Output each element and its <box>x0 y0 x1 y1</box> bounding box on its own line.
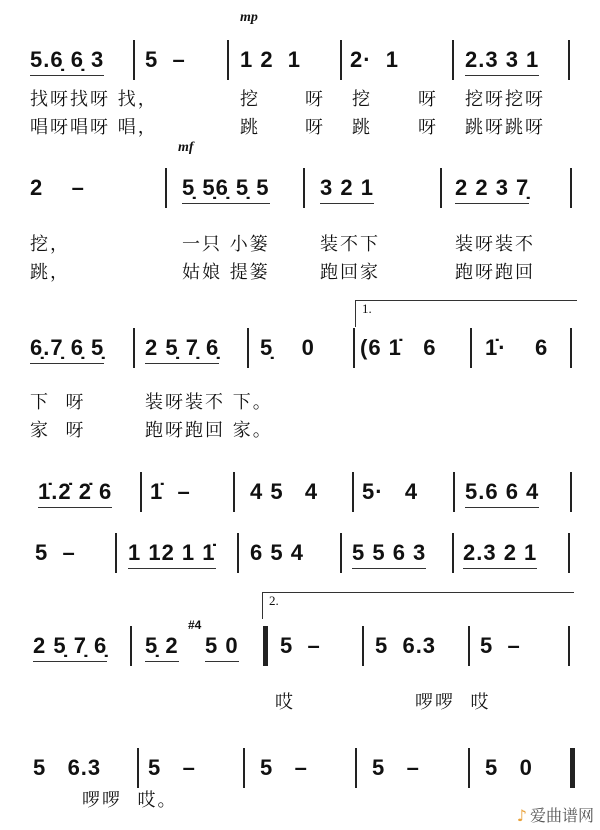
measure-notes: 5 6.3 <box>33 755 102 780</box>
lyric-text: 唱呀唱呀 唱， <box>30 117 158 138</box>
measure-notes: 1̇ – <box>150 479 191 504</box>
music-note-icon: ♪ <box>516 806 527 825</box>
measure-notes: 5 0 <box>205 634 239 662</box>
measure-notes: 2.3 3 1 <box>465 48 539 76</box>
barline <box>340 533 342 573</box>
measure-notes: 5 6.3 <box>375 633 437 658</box>
measure-notes: 5 – <box>372 755 420 780</box>
measure-notes: 2 2 3 7̣ <box>455 176 529 204</box>
barline <box>115 533 117 573</box>
lyric-text: 家 呀 <box>30 420 86 441</box>
lyric-text: 装不下 <box>320 234 380 255</box>
barline <box>452 40 454 80</box>
barline <box>355 748 357 788</box>
watermark-text: 爱曲谱网 <box>529 806 594 825</box>
lyric-text: 下 呀 <box>30 392 86 413</box>
lyric-text: 姑娘 提篓 <box>182 262 270 283</box>
lyric-text: 跑呀跑回 家。 <box>145 420 273 441</box>
barline <box>570 168 572 208</box>
barline <box>440 168 442 208</box>
measure-notes: 1̇.2̇ 2̇ 6 <box>38 480 112 508</box>
lyric-text: 找呀找呀 找， <box>30 89 158 110</box>
barline <box>247 328 249 368</box>
measure-notes: 3 2 1 <box>320 176 374 204</box>
measure-notes: (6 1̇ 6 <box>360 335 437 360</box>
lyric-text: 呀 <box>418 117 438 138</box>
barline <box>468 626 470 666</box>
measure-notes: 2 5̣ 7̣ 6̣ <box>145 336 219 364</box>
lyric-text: 一只 小篓 <box>182 234 270 255</box>
lyric-text: 挖， <box>30 234 70 255</box>
barline <box>130 626 132 666</box>
lyric-text: 哎 <box>275 692 295 713</box>
measure-notes: 2.3 2 1 <box>463 541 537 569</box>
barline <box>237 533 239 573</box>
lyric-text: 装呀装不 <box>455 234 535 255</box>
measure-notes: 5 – <box>260 755 308 780</box>
measure-notes: 5̣ 5̣6̣ 5̣ 5 <box>182 176 270 204</box>
measure-notes: 2· 1 <box>350 47 400 72</box>
grace-note: #4 <box>188 618 202 632</box>
dynamic-marking: mf <box>178 140 194 155</box>
barline <box>243 748 245 788</box>
barline <box>140 472 142 512</box>
lyric-text: 跳， <box>30 262 70 283</box>
barline <box>233 472 235 512</box>
measure-notes: 5.6̣ 6̣ 3 <box>30 48 104 76</box>
measure-notes: 5̣ 2 <box>145 634 179 662</box>
measure-notes: 1 12 1 1̇ <box>128 541 216 569</box>
lyric-text: 挖呀挖呀 <box>465 89 545 110</box>
measure-notes: 1 2 1 <box>240 47 302 72</box>
barline <box>568 40 570 80</box>
barline <box>340 40 342 80</box>
final-barline <box>570 748 575 788</box>
repeat-barline <box>263 626 268 666</box>
measure-notes: 5 – <box>145 47 186 72</box>
lyric-text: 啰啰 哎 <box>415 692 491 713</box>
lyric-text: 装呀装不 下。 <box>145 392 273 413</box>
lyric-text: 跑回家 <box>320 262 380 283</box>
lyric-text: 啰啰 哎。 <box>82 790 178 811</box>
measure-notes: 2 5̣ 7̣ 6̣ <box>33 634 107 662</box>
lyric-text: 跳呀跳呀 <box>465 117 545 138</box>
barline <box>353 328 355 368</box>
measure-notes: 4 5 4 <box>250 479 319 504</box>
barline <box>133 328 135 368</box>
measure-notes: 5 – <box>148 755 196 780</box>
barline <box>137 748 139 788</box>
lyric-text: 跑呀跑回 <box>455 262 535 283</box>
barline <box>568 533 570 573</box>
barline <box>303 168 305 208</box>
barline <box>568 626 570 666</box>
measure-notes: 5̣ 0 <box>260 335 315 360</box>
barline <box>468 748 470 788</box>
measure-notes: 5· 4 <box>362 479 419 504</box>
lyric-text: 呀 <box>418 89 438 110</box>
lyric-text: 呀 <box>305 89 325 110</box>
barline <box>470 328 472 368</box>
barline <box>133 40 135 80</box>
barline <box>165 168 167 208</box>
measure-notes: 6 5 4 <box>250 540 304 565</box>
lyric-text: 跳 <box>352 117 372 138</box>
measure-notes: 5.6 6 4 <box>465 480 539 508</box>
measure-notes: 5 0 <box>485 755 533 780</box>
barline <box>453 472 455 512</box>
lyric-text: 呀 <box>305 117 325 138</box>
barline <box>227 40 229 80</box>
measure-notes: 5 – <box>480 633 521 658</box>
barline <box>570 328 572 368</box>
measure-notes: 2 – <box>30 175 85 200</box>
watermark <box>517 803 594 826</box>
barline <box>352 472 354 512</box>
measure-notes: 1̇· 6 <box>485 335 549 360</box>
barline <box>452 533 454 573</box>
barline <box>570 472 572 512</box>
measure-notes: 5 – <box>35 540 76 565</box>
measure-notes: 6̣.7̣ 6̣ 5̣ <box>30 336 104 364</box>
volta-bracket: 1. <box>355 300 577 327</box>
lyric-text: 挖 <box>240 89 260 110</box>
barline <box>362 626 364 666</box>
dynamic-marking: mp <box>240 10 258 25</box>
lyric-text: 跳 <box>240 117 260 138</box>
lyric-text: 挖 <box>352 89 372 110</box>
measure-notes: 5 5 6 3 <box>352 541 426 569</box>
volta-bracket: 2. <box>262 592 574 619</box>
measure-notes: 5 – <box>280 633 321 658</box>
